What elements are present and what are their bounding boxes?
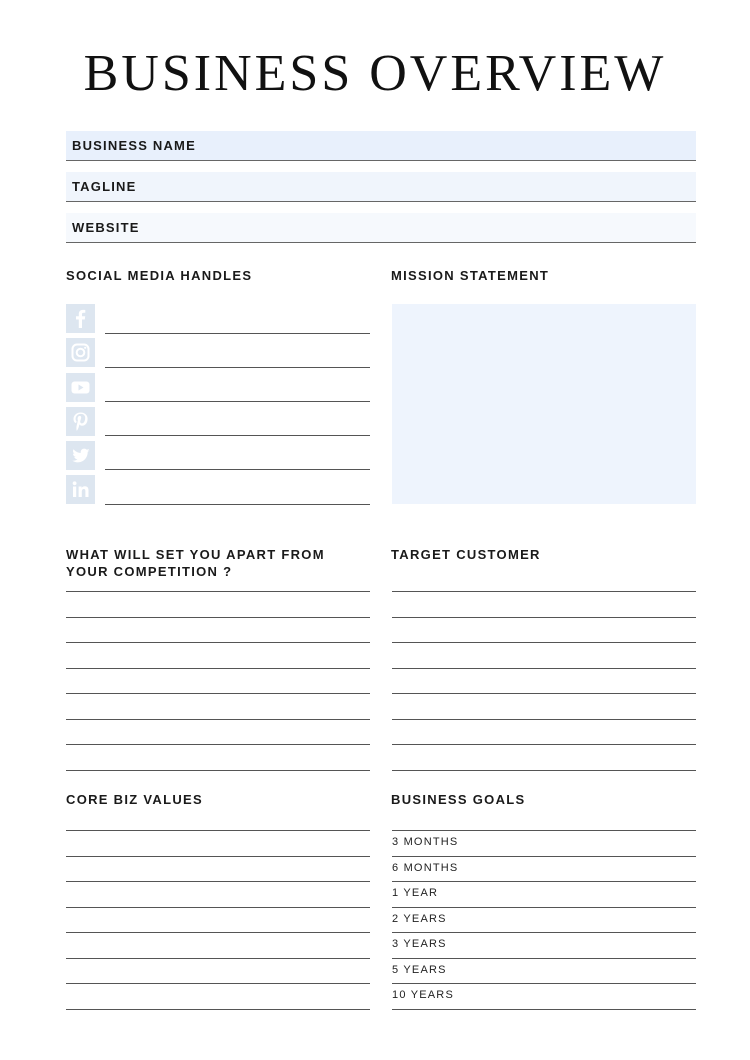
writing-line[interactable] bbox=[392, 770, 696, 771]
mission-heading: MISSION STATEMENT bbox=[391, 268, 550, 283]
tagline-field[interactable] bbox=[66, 172, 696, 202]
instagram-icon bbox=[66, 338, 95, 367]
writing-line[interactable] bbox=[66, 856, 370, 857]
writing-line[interactable] bbox=[392, 830, 696, 831]
business-name-field[interactable] bbox=[66, 131, 696, 161]
target-customer-heading: TARGET CUSTOMER bbox=[391, 547, 541, 562]
writing-line[interactable] bbox=[66, 719, 370, 720]
writing-line[interactable] bbox=[392, 881, 696, 882]
mission-statement-box[interactable] bbox=[392, 304, 696, 504]
writing-line[interactable] bbox=[392, 617, 696, 618]
writing-line[interactable] bbox=[66, 591, 370, 592]
goal-label: 5 YEARS bbox=[392, 964, 447, 976]
competition-heading bbox=[66, 546, 325, 580]
goal-label: 1 YEAR bbox=[392, 887, 439, 899]
writing-line[interactable] bbox=[66, 958, 370, 959]
facebook-icon bbox=[66, 304, 95, 333]
writing-line[interactable] bbox=[66, 932, 370, 933]
writing-line[interactable] bbox=[392, 719, 696, 720]
writing-line[interactable] bbox=[66, 744, 370, 745]
writing-line[interactable] bbox=[66, 693, 370, 694]
page-title: BUSINESS OVERVIEW bbox=[83, 45, 667, 102]
goal-label: 6 MONTHS bbox=[392, 862, 459, 874]
writing-line[interactable] bbox=[66, 770, 370, 771]
business-goals-heading: BUSINESS GOALS bbox=[391, 792, 526, 807]
goal-label: 3 YEARS bbox=[392, 938, 447, 950]
goal-label: 10 YEARS bbox=[392, 989, 454, 1001]
writing-line[interactable] bbox=[66, 642, 370, 643]
linkedin-handle-line[interactable] bbox=[105, 504, 370, 505]
writing-line[interactable] bbox=[392, 591, 696, 592]
writing-line[interactable] bbox=[66, 983, 370, 984]
writing-line[interactable] bbox=[392, 958, 696, 959]
writing-line[interactable] bbox=[392, 693, 696, 694]
youtube-icon bbox=[66, 373, 95, 402]
website-field[interactable] bbox=[66, 213, 696, 243]
writing-line[interactable] bbox=[392, 932, 696, 933]
writing-line[interactable] bbox=[66, 1009, 370, 1010]
goal-label: 2 YEARS bbox=[392, 913, 447, 925]
website-label: WEBSITE bbox=[72, 220, 140, 235]
pinterest-handle-line[interactable] bbox=[105, 435, 370, 436]
writing-line[interactable] bbox=[66, 668, 370, 669]
competition-heading-line-1: WHAT WILL SET YOU APART FROM bbox=[66, 547, 325, 562]
competition-heading-line-2: YOUR COMPETITION ? bbox=[66, 564, 233, 579]
writing-line[interactable] bbox=[392, 907, 696, 908]
core-values-heading: CORE BIZ VALUES bbox=[66, 792, 203, 807]
writing-line[interactable] bbox=[392, 856, 696, 857]
writing-line[interactable] bbox=[392, 983, 696, 984]
tagline-label: TAGLINE bbox=[72, 179, 137, 194]
social-media-heading: SOCIAL MEDIA HANDLES bbox=[66, 268, 253, 283]
writing-line[interactable] bbox=[392, 1009, 696, 1010]
pinterest-icon bbox=[66, 407, 95, 436]
writing-line[interactable] bbox=[392, 642, 696, 643]
writing-line[interactable] bbox=[66, 830, 370, 831]
facebook-handle-line[interactable] bbox=[105, 333, 370, 334]
writing-line[interactable] bbox=[392, 668, 696, 669]
twitter-icon bbox=[66, 441, 95, 470]
writing-line[interactable] bbox=[66, 617, 370, 618]
writing-line[interactable] bbox=[392, 744, 696, 745]
writing-line[interactable] bbox=[66, 907, 370, 908]
business-name-label: BUSINESS NAME bbox=[72, 138, 196, 153]
youtube-handle-line[interactable] bbox=[105, 401, 370, 402]
instagram-handle-line[interactable] bbox=[105, 367, 370, 368]
goal-label: 3 MONTHS bbox=[392, 836, 459, 848]
writing-line[interactable] bbox=[66, 881, 370, 882]
linkedin-icon bbox=[66, 475, 95, 504]
twitter-handle-line[interactable] bbox=[105, 469, 370, 470]
